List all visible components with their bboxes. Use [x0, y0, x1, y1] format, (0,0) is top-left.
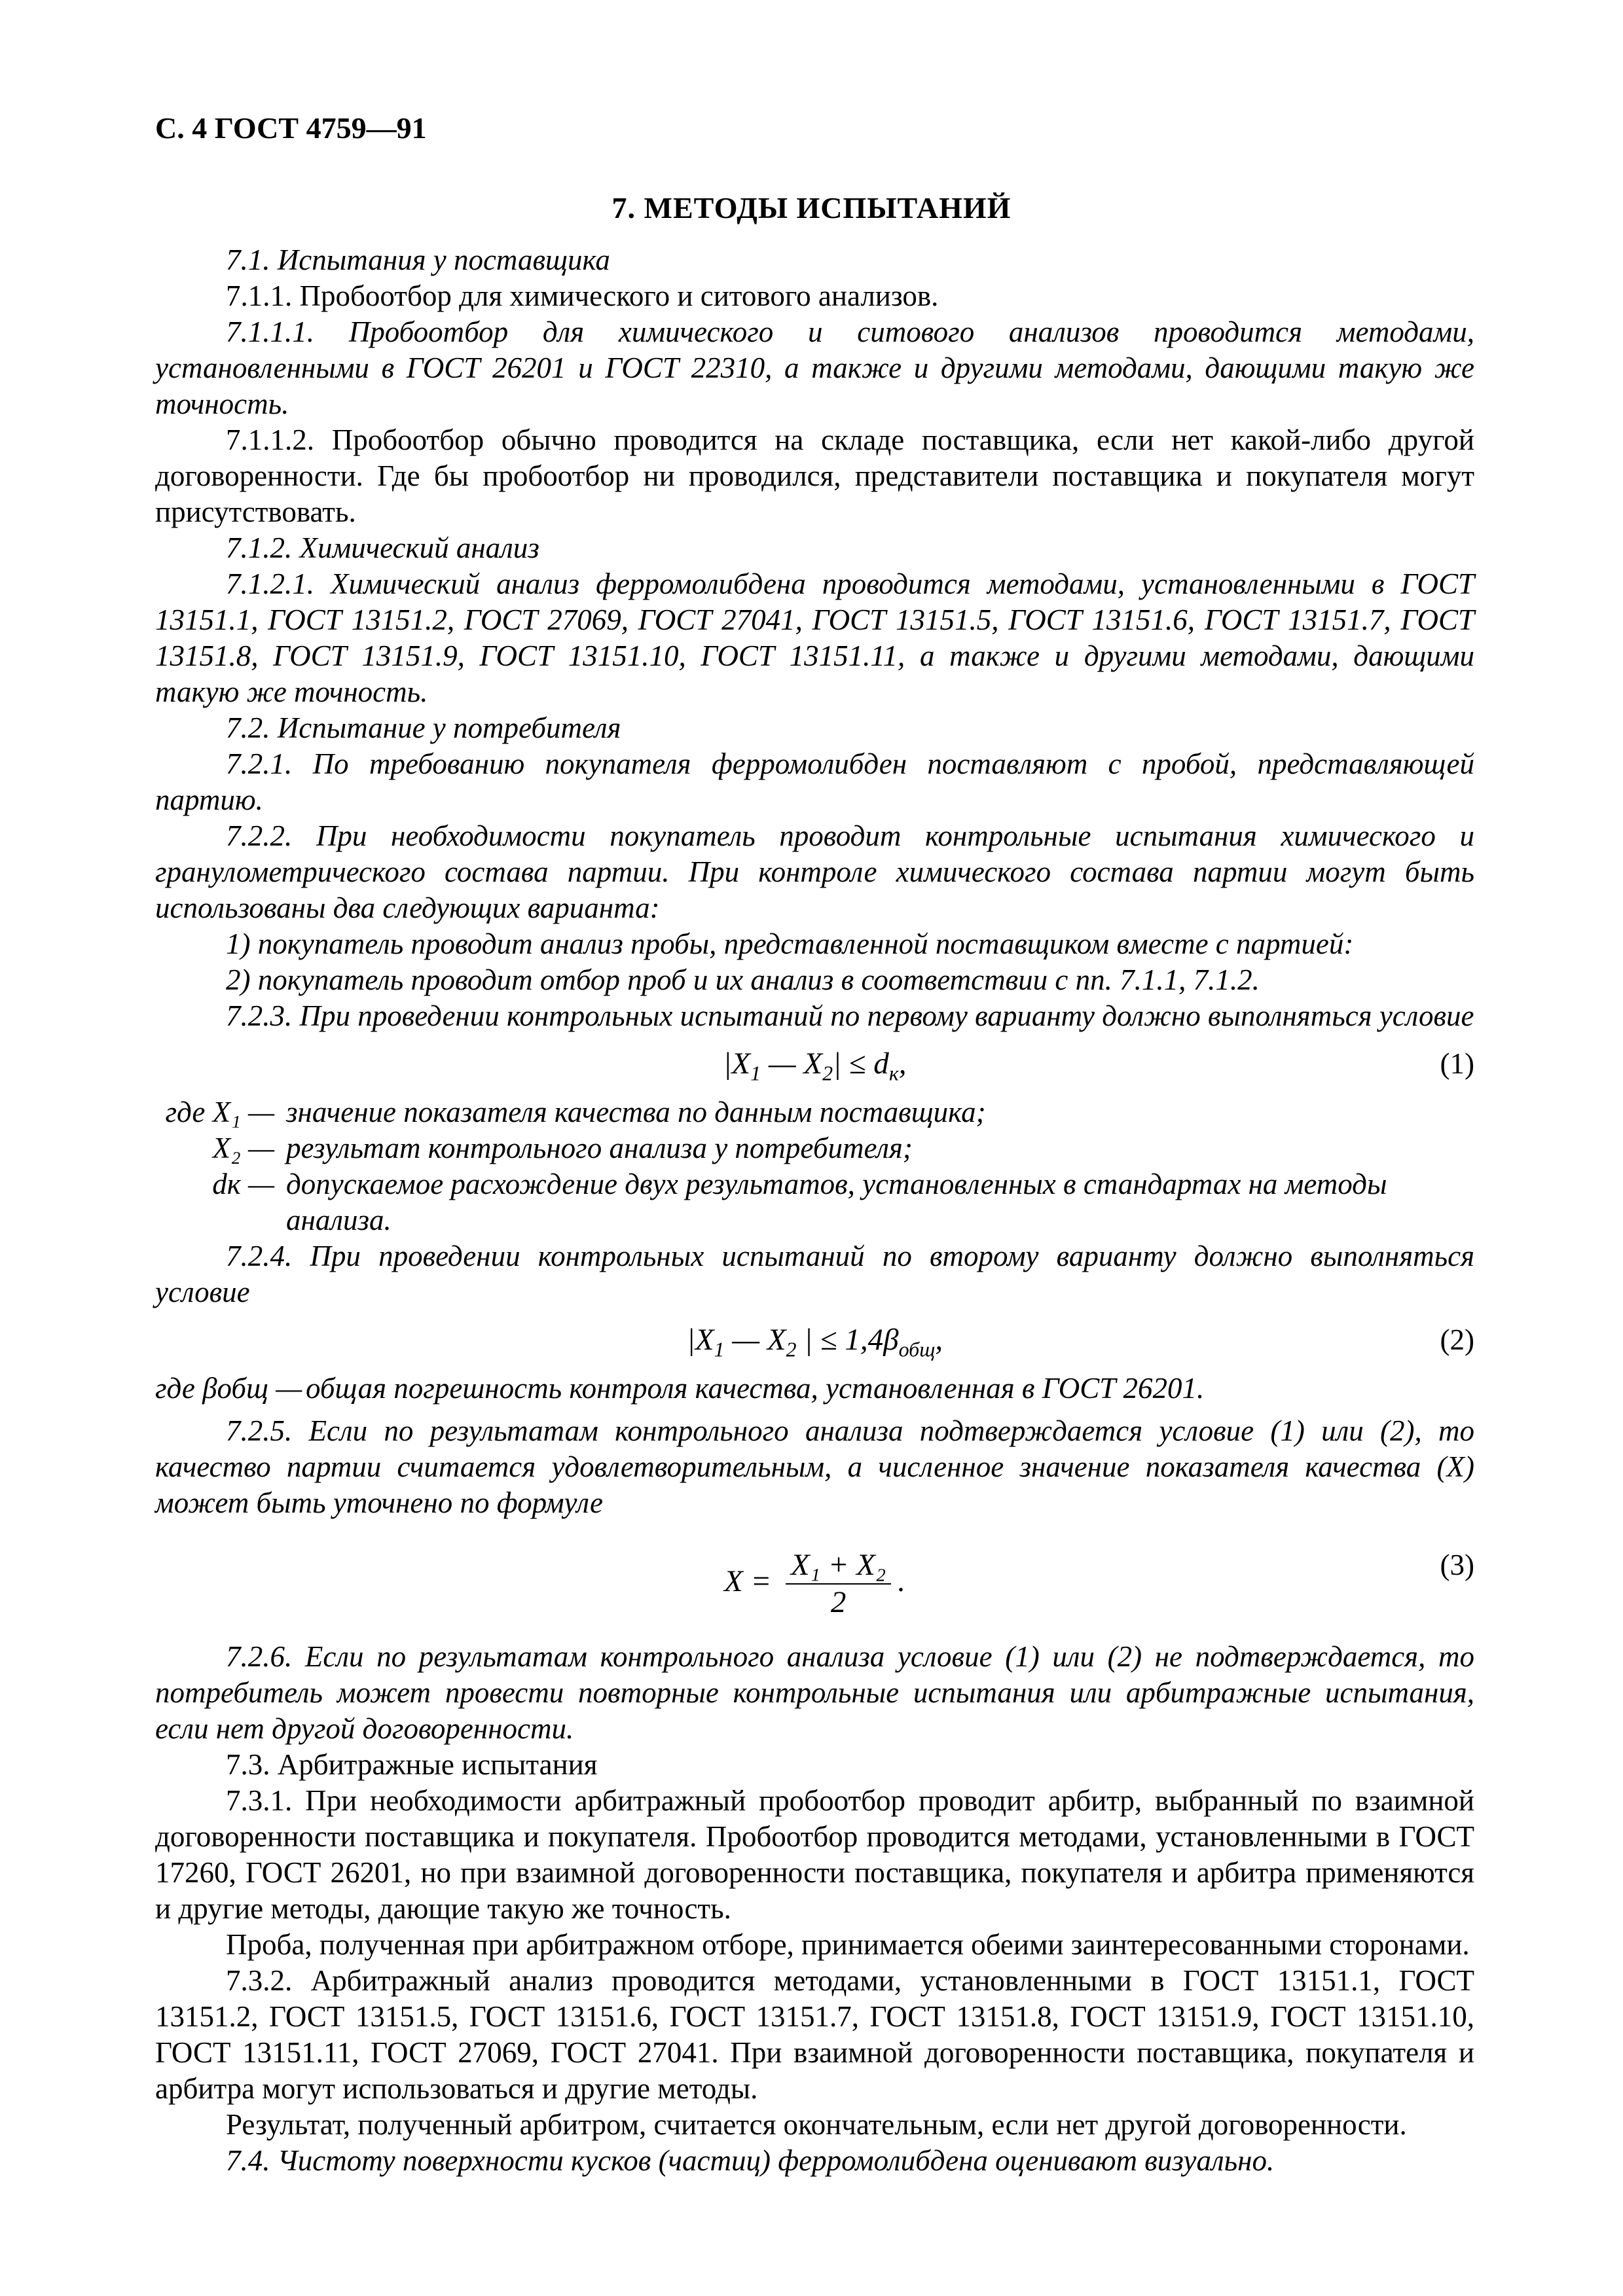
fraction: $\frac{\text{X₁ + X₂}}{2}$ — [786, 1547, 891, 1621]
clause-7-4: 7.4. Чистоту поверхности кусков (частиц) ферромолибдена оценивают визуально. — [226, 2144, 1275, 2177]
definition-text: общая погрешность контроля качества, установленная в ГОСТ 26201. — [306, 1372, 1205, 1405]
clause-7-3-2: 7.3.2. Арбитражный анализ проводится методами, установленными в ГОСТ 13151.1, ГОСТ 13151.2, ГОСТ 13151.5, ГОСТ 13151.6, ГОСТ 13151.7, ГОСТ 13151.8, ГОСТ 13151.9, ГОСТ 13151.10, ГОСТ 13151.11, ГОСТ 27069, ГОСТ 27041. При взаимной договоренности поставщика, покупателя и арбитра могут использоваться и другие методы. — [155, 1964, 1474, 2105]
definition-label: где βобщ — — [155, 1372, 302, 1405]
definition-beta — [155, 1371, 1474, 1407]
clause-7-3-1-continued: Проба, полученная при арбитражном отборе, принимается обеими заинтересованными сторонами. — [226, 1928, 1470, 1961]
definition-label: X₂ — — [212, 1132, 274, 1164]
definition-label: где X₁ — — [165, 1096, 274, 1128]
section-title: 7. МЕТОДЫ ИСПЫТАНИЙ — [611, 191, 1012, 224]
equation-1 — [155, 1034, 1474, 1094]
definition-text: значение показателя качества по данным поставщика; — [286, 1096, 986, 1128]
clause-7-1-1: 7.1.1. Пробоотбор для химического и ситового анализов. — [226, 279, 939, 312]
clause-7-2-5: 7.2.5. Если по результатам контрольного анализа подтверждается условие (1) или (2), то качество партии считается удовлетворительным, а численное значение показателя качества (X) может быть уточнено по формуле — [155, 1414, 1474, 1519]
equation-2 — [155, 1310, 1474, 1371]
definition-dk — [155, 1166, 1474, 1238]
clause-7-1-1-2: 7.1.1.2. Пробоотбор обычно проводится на складе поставщика, если нет какой-либо другой договоренности. Где бы пробоотбор ни проводился, представители поставщика и покупателя могут присутствовать. — [155, 423, 1474, 528]
clause-7-3: 7.3. Арбитражные испытания — [226, 1748, 598, 1781]
clause-7-2-6: 7.2.6. Если по результатам контрольного анализа условие (1) или (2) не подтверждается, то потребитель может провести повторные контрольные испытания или арбитражные испытания, если нет другой договоренности. — [155, 1640, 1474, 1745]
document-body — [155, 242, 1474, 2179]
page-header: С. 4 ГОСТ 4759—91 — [155, 111, 427, 145]
clause-7-1-2: 7.1.2. Химический анализ — [226, 531, 539, 564]
equation-3-formula: X = $\frac{\text{X₁ + X₂}}{2}$ . — [723, 1548, 905, 1619]
equation-1-formula: $|X_1$ — $X_2| \le d_к$, — [723, 1047, 907, 1085]
clause-7-3-2-continued: Результат, полученный арбитром, считается окончательным, если нет другой договоренности. — [226, 2108, 1407, 2141]
clause-7-2-4: 7.2.4. При проведении контрольных испытаний по второму варианту должно выполняться условие — [155, 1240, 1474, 1308]
equation-2-number: (2) — [1440, 1323, 1474, 1356]
equation-3 — [155, 1521, 1474, 1626]
definition-text: допускаемое расхождение двух результатов, установленных в стандартах на методы анализа. — [286, 1168, 1387, 1236]
clause-7-3-1: 7.3.1. При необходимости арбитражный пробоотбор проводит арбитр, выбранный по взаимной договоренности поставщика и покупателя. Пробоотбор проводится методами, установленными в ГОСТ 17260, ГОСТ 26201, но при взаимной договоренности поставщика, покупателя и арбитра применяются и другие методы, дающие такую же точность. — [155, 1784, 1474, 1925]
equation-2-formula: $|X_1$ — $X_2$ | ≤ $1,4\beta_{общ}$, — [686, 1323, 943, 1361]
equation-3-number: (3) — [1440, 1549, 1474, 1581]
clause-7-2-2: 7.2.2. При необходимости покупатель проводит контрольные испытания химического и гранулометрического состава партии. При контроле химического состава партии могут быть использованы два следующих варианта: — [155, 819, 1474, 924]
clause-7-2-3: 7.2.3. При проведении контрольных испытаний по первому варианту должно выполняться условие — [226, 999, 1474, 1032]
definition-text: результат контрольного анализа у потребителя; — [286, 1132, 913, 1164]
option-1: 1) покупатель проводит анализ пробы, представленной поставщиком вместе с партией: — [226, 927, 1354, 960]
definition-x2 — [155, 1130, 1474, 1166]
definition-x1 — [155, 1094, 1474, 1130]
clause-7-2: 7.2. Испытание у потребителя — [226, 711, 621, 744]
clause-7-1-1-1: 7.1.1.1. Пробоотбор для химического и ситового анализов проводится методами, установленными в ГОСТ 26201 и ГОСТ 22310, а также и другими методами, дающими такую же точность. — [155, 315, 1474, 420]
clause-7-1-2-1: 7.1.2.1. Химический анализ ферромолибдена проводится методами, установленными в ГОСТ 13151.1, ГОСТ 13151.2, ГОСТ 27069, ГОСТ 27041, ГОСТ 13151.5, ГОСТ 13151.6, ГОСТ 13151.7, ГОСТ 13151.8, ГОСТ 13151.9, ГОСТ 13151.10, ГОСТ 13151.11, а также и другими методами, дающими такую же точность. — [155, 567, 1474, 708]
option-2: 2) покупатель проводит отбор проб и их анализ в соответствии с пп. 7.1.1, 7.1.2. — [226, 963, 1260, 996]
clause-7-2-1: 7.2.1. По требованию покупателя ферромолибден поставляют с пробой, представляющей партию. — [155, 747, 1474, 816]
definition-label: dк — — [212, 1168, 274, 1200]
equation-1-number: (1) — [1440, 1047, 1474, 1080]
clause-7-1: 7.1. Испытания у поставщика — [226, 243, 610, 276]
